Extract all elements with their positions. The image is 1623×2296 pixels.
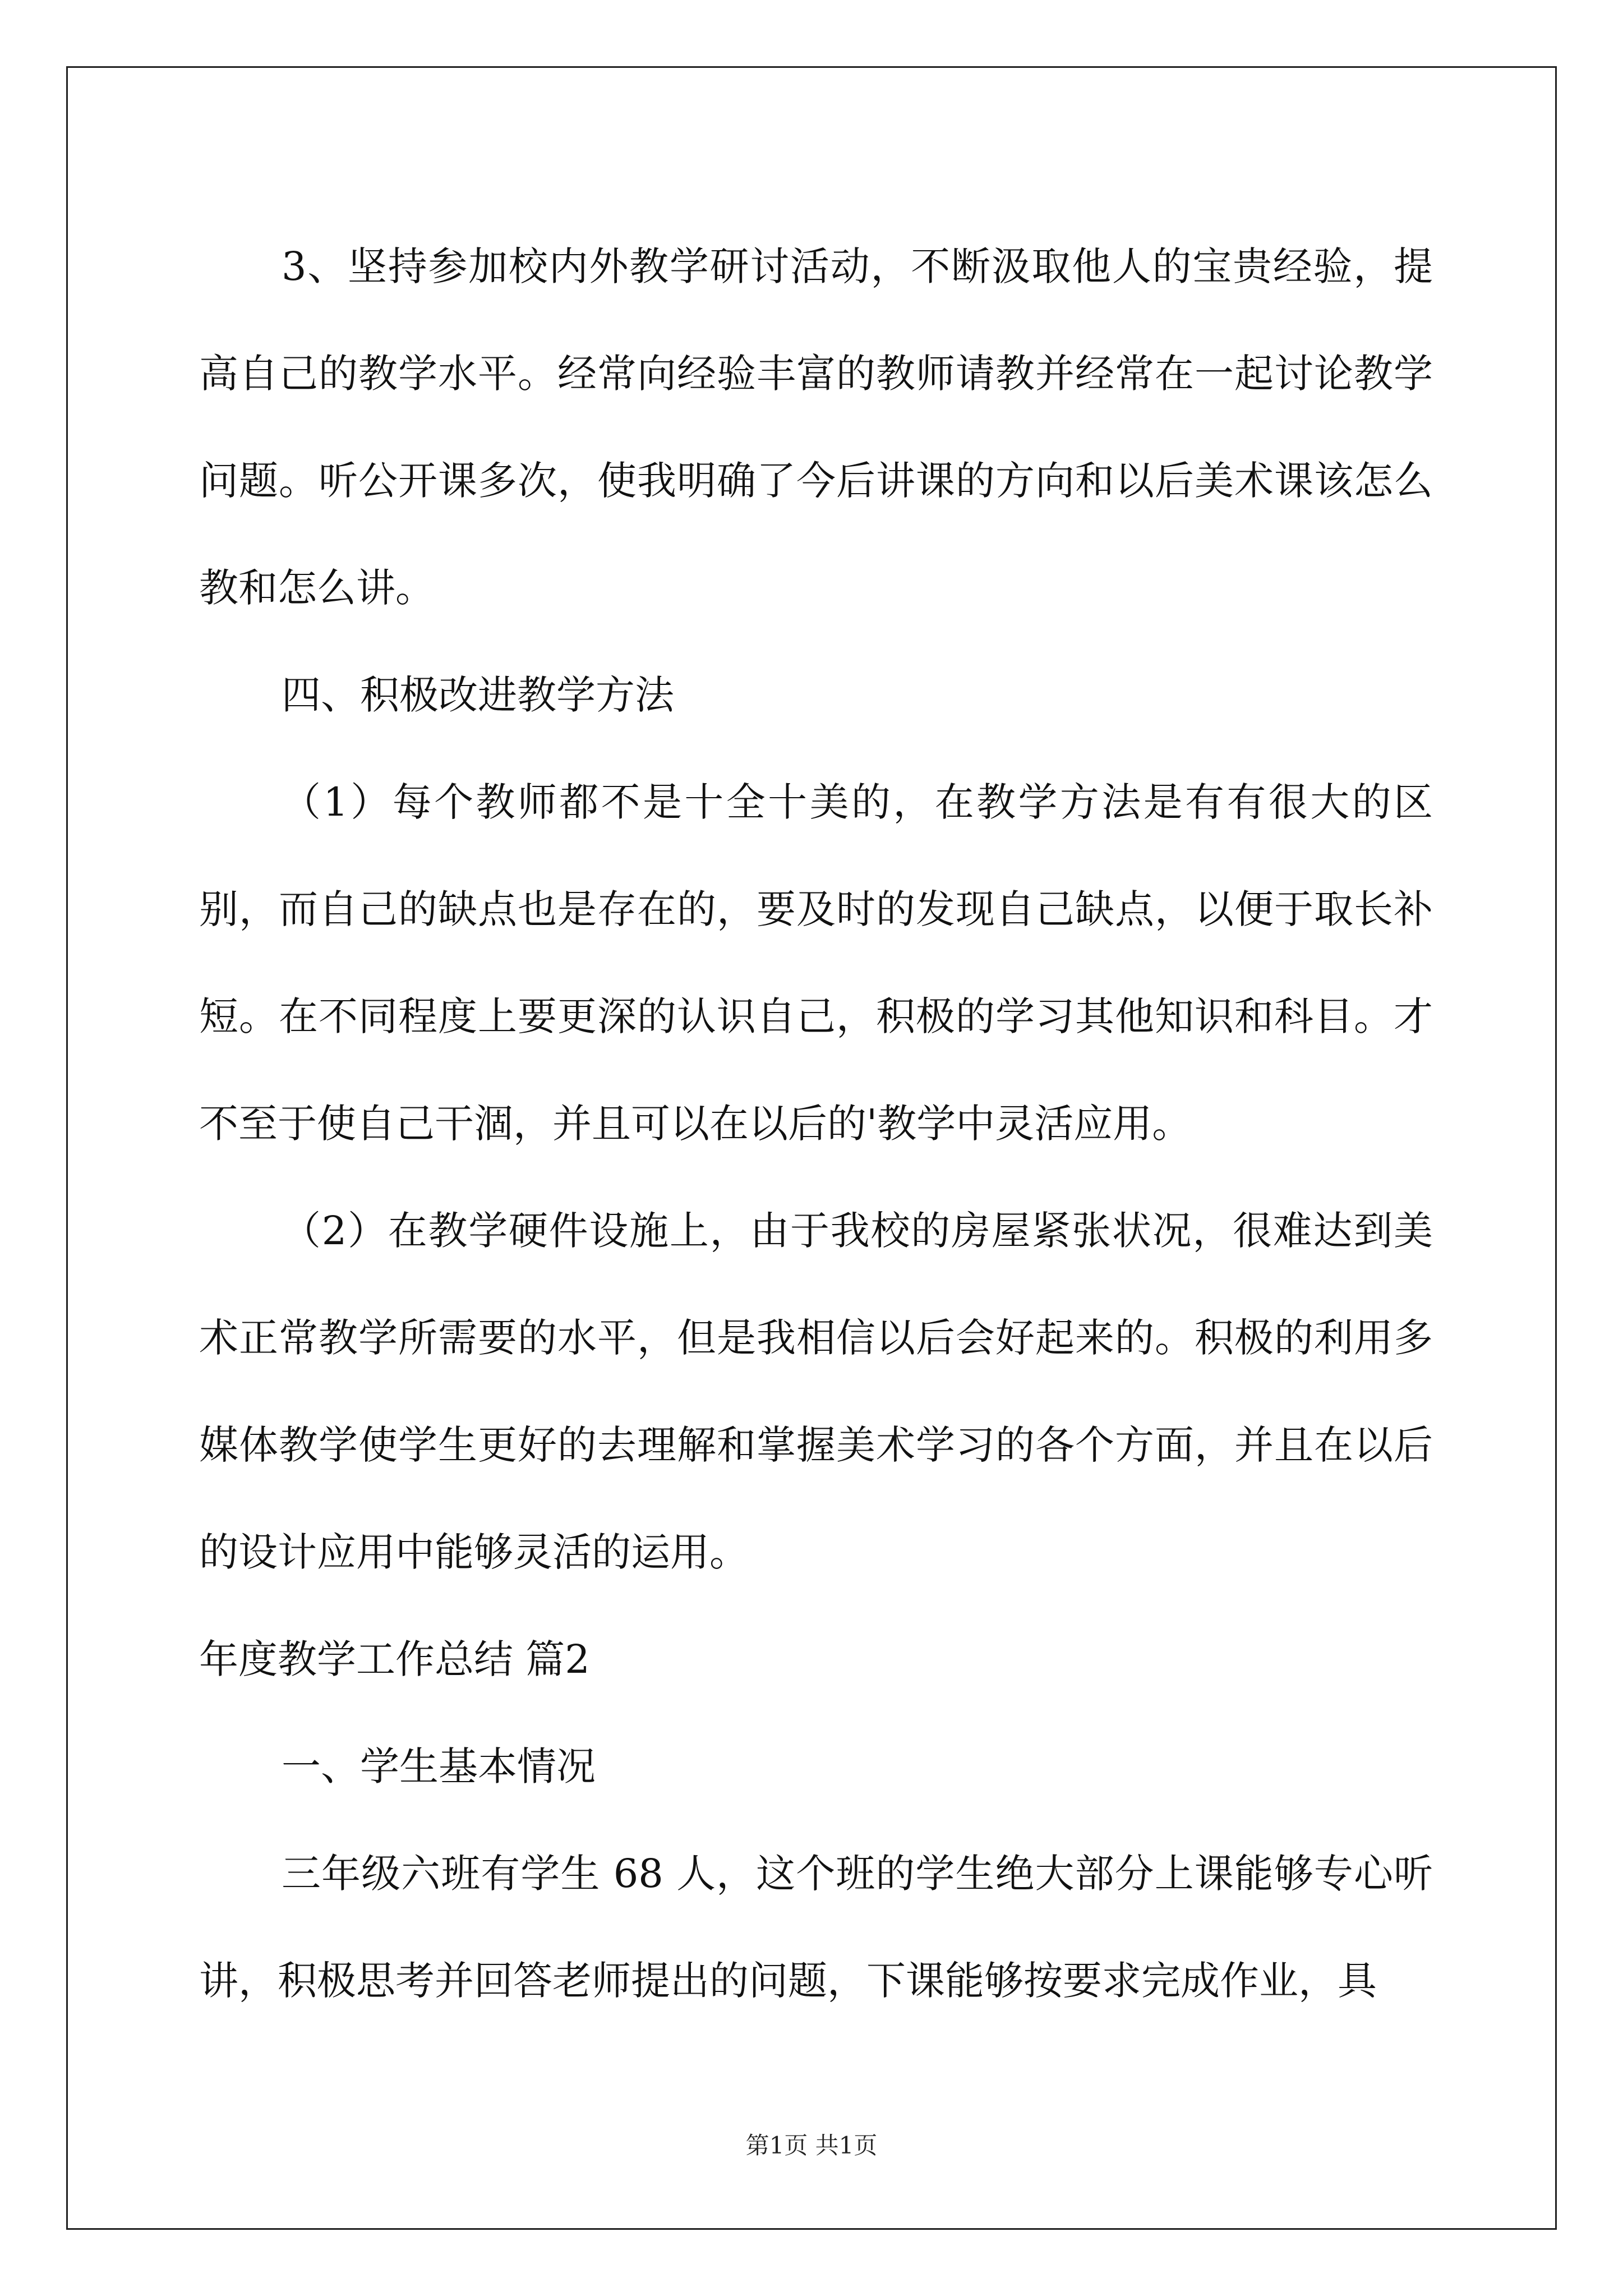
paragraph-method-2: （2）在教学硬件设施上，由于我校的房屋紧张状况，很难达到美术正常教学所需要的水平，但是我相信以后会好起来的。积极的利用多媒体教学使学生更好的去理解和掌握美术学习的各个方面，并且在以后的设计应用中能够灵活的运用。 xyxy=(199,1208,1433,1575)
paragraph-item-3: 3、坚持参加校内外教学研讨活动，不断汲取他人的宝贵经验，提高自己的教学水平。经常向经验丰富的教师请教并经常在一起讨论教学问题。听公开课多次，使我明确了今后讲课的方向和以后美术课该怎么教和怎么讲。 xyxy=(199,243,1433,611)
paragraph-method-1: （1）每个教师都不是十全十美的，在教学方法是有有很大的区别，而自己的缺点也是存在的，要及时的发现自己缺点，以便于取长补短。在不同程度上要更深的认识自己，积极的学习其他知识和科目。才不至于使自己干涸，并且可以在以后的'教学中灵活应用。 xyxy=(199,779,1433,1147)
document-body xyxy=(199,213,1433,2035)
page-footer: 第1页 共1页 xyxy=(745,2132,878,2159)
paragraph-student-info: 三年级六班有学生 68 人，这个班的学生绝大部分上课能够专心听讲，积极思考并回答老师提出的问题，下课能够按要求完成作业，具 xyxy=(199,1851,1433,2004)
article-title: 年度教学工作总结 篇2 xyxy=(199,1636,590,1682)
section-heading-1: 一、学生基本情况 xyxy=(282,1743,596,1789)
section-heading-4: 四、积极改进教学方法 xyxy=(282,672,674,718)
